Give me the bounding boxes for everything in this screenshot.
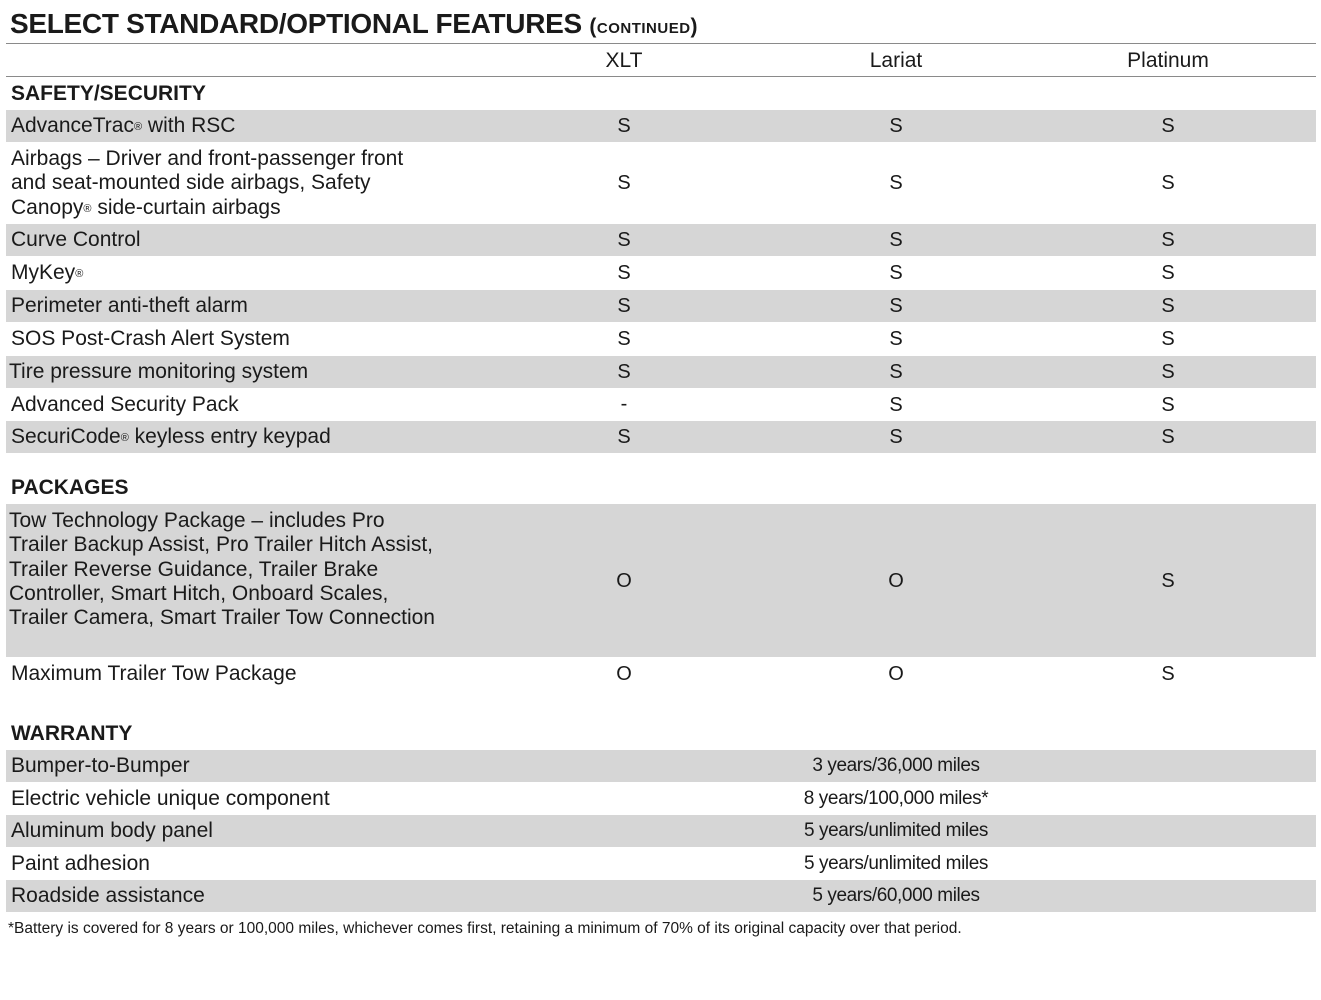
value-lariat: S	[889, 394, 903, 416]
feature-label: MyKey®	[11, 261, 84, 284]
value-xlt: S	[617, 426, 631, 448]
value-lariat: S	[889, 172, 903, 194]
feature-label: Tire pressure monitoring system	[9, 360, 309, 383]
value-platinum: S	[1161, 426, 1175, 448]
value-xlt: S	[617, 295, 631, 317]
title-divider	[6, 43, 1316, 44]
warranty-value: 8 years/100,000 miles*	[803, 788, 989, 809]
value-xlt: S	[617, 361, 631, 383]
feature-label: AdvanceTrac® with RSC	[11, 114, 236, 137]
section-heading-safety: SAFETY/SECURITY	[11, 82, 206, 105]
table-row	[6, 323, 1316, 355]
value-lariat: S	[889, 115, 903, 137]
table-row	[6, 389, 1316, 421]
warranty-value: 5 years/unlimited miles	[803, 820, 989, 841]
value-platinum: S	[1161, 570, 1175, 592]
table-row	[6, 750, 1316, 782]
value-platinum: S	[1161, 663, 1175, 685]
value-lariat: S	[889, 361, 903, 383]
value-xlt: O	[616, 570, 632, 592]
value-lariat: O	[888, 570, 904, 592]
warranty-value: 5 years/unlimited miles	[803, 853, 989, 874]
table-row	[6, 848, 1316, 880]
table-row	[6, 421, 1316, 453]
feature-label: Paint adhesion	[11, 852, 150, 875]
feature-label: Electric vehicle unique component	[11, 787, 330, 810]
table-row	[6, 143, 1316, 223]
feature-label: SOS Post-Crash Alert System	[11, 327, 290, 350]
column-header-lariat: Lariat	[869, 49, 923, 72]
feature-label: Tow Technology Package – includes Pro Trailer Backup Assist, Pro Trailer Hitch Assist, Trailer Reverse Guidance, Trailer Brake Controller, Smart Hitch, Onboard Scales, Trailer Camera, Smart Trailer Tow Connection	[9, 509, 435, 630]
value-platinum: S	[1161, 115, 1175, 137]
value-lariat: S	[889, 328, 903, 350]
table-row	[6, 224, 1316, 256]
column-header-platinum: Platinum	[1127, 49, 1209, 72]
table-row	[6, 504, 1316, 657]
footnote: *Battery is covered for 8 years or 100,000 miles, whichever comes first, retaining a minimum of 70% of its original capacity over that period.	[8, 920, 962, 937]
value-platinum: S	[1161, 172, 1175, 194]
warranty-value: 3 years/36,000 miles	[812, 755, 980, 776]
page-title: SELECT STANDARD/OPTIONAL FEATURES (continued)	[10, 8, 699, 39]
feature-label: Bumper-to-Bumper	[11, 754, 190, 777]
table-row	[6, 257, 1316, 289]
table-row	[6, 815, 1316, 847]
value-lariat: O	[888, 663, 904, 685]
value-lariat: S	[889, 262, 903, 284]
value-xlt: S	[617, 172, 631, 194]
feature-label: Perimeter anti-theft alarm	[11, 294, 248, 317]
value-platinum: S	[1161, 328, 1175, 350]
table-row	[6, 110, 1316, 142]
table-row	[6, 658, 1316, 690]
section-heading-packages: PACKAGES	[11, 476, 129, 499]
feature-label: SecuriCode® keyless entry keypad	[11, 425, 331, 448]
value-lariat: S	[889, 229, 903, 251]
header-divider	[6, 76, 1316, 77]
value-lariat: S	[889, 426, 903, 448]
table-row	[6, 356, 1316, 388]
feature-label: Advanced Security Pack	[11, 393, 239, 416]
warranty-value: 5 years/60,000 miles	[812, 885, 980, 906]
section-heading-warranty: WARRANTY	[11, 722, 133, 745]
value-lariat: S	[889, 295, 903, 317]
value-xlt: -	[620, 393, 628, 415]
value-xlt: S	[617, 262, 631, 284]
table-row	[6, 783, 1316, 815]
table-row	[6, 290, 1316, 322]
title-continued: (continued)	[589, 15, 699, 38]
table-row	[6, 880, 1316, 912]
value-xlt: S	[617, 115, 631, 137]
value-platinum: S	[1161, 262, 1175, 284]
feature-label: Aluminum body panel	[11, 819, 213, 842]
value-platinum: S	[1161, 361, 1175, 383]
value-xlt: S	[617, 328, 631, 350]
value-xlt: S	[617, 229, 631, 251]
feature-label: Curve Control	[11, 228, 141, 251]
value-platinum: S	[1161, 229, 1175, 251]
column-header-xlt: XLT	[605, 49, 643, 72]
value-xlt: O	[616, 663, 632, 685]
value-platinum: S	[1161, 295, 1175, 317]
value-platinum: S	[1161, 394, 1175, 416]
feature-label: Airbags – Driver and front-passenger front and seat-mounted side airbags, Safety Canopy® side-curtain airbags	[11, 147, 404, 219]
feature-label: Maximum Trailer Tow Package	[11, 662, 297, 685]
feature-label: Roadside assistance	[11, 884, 205, 907]
